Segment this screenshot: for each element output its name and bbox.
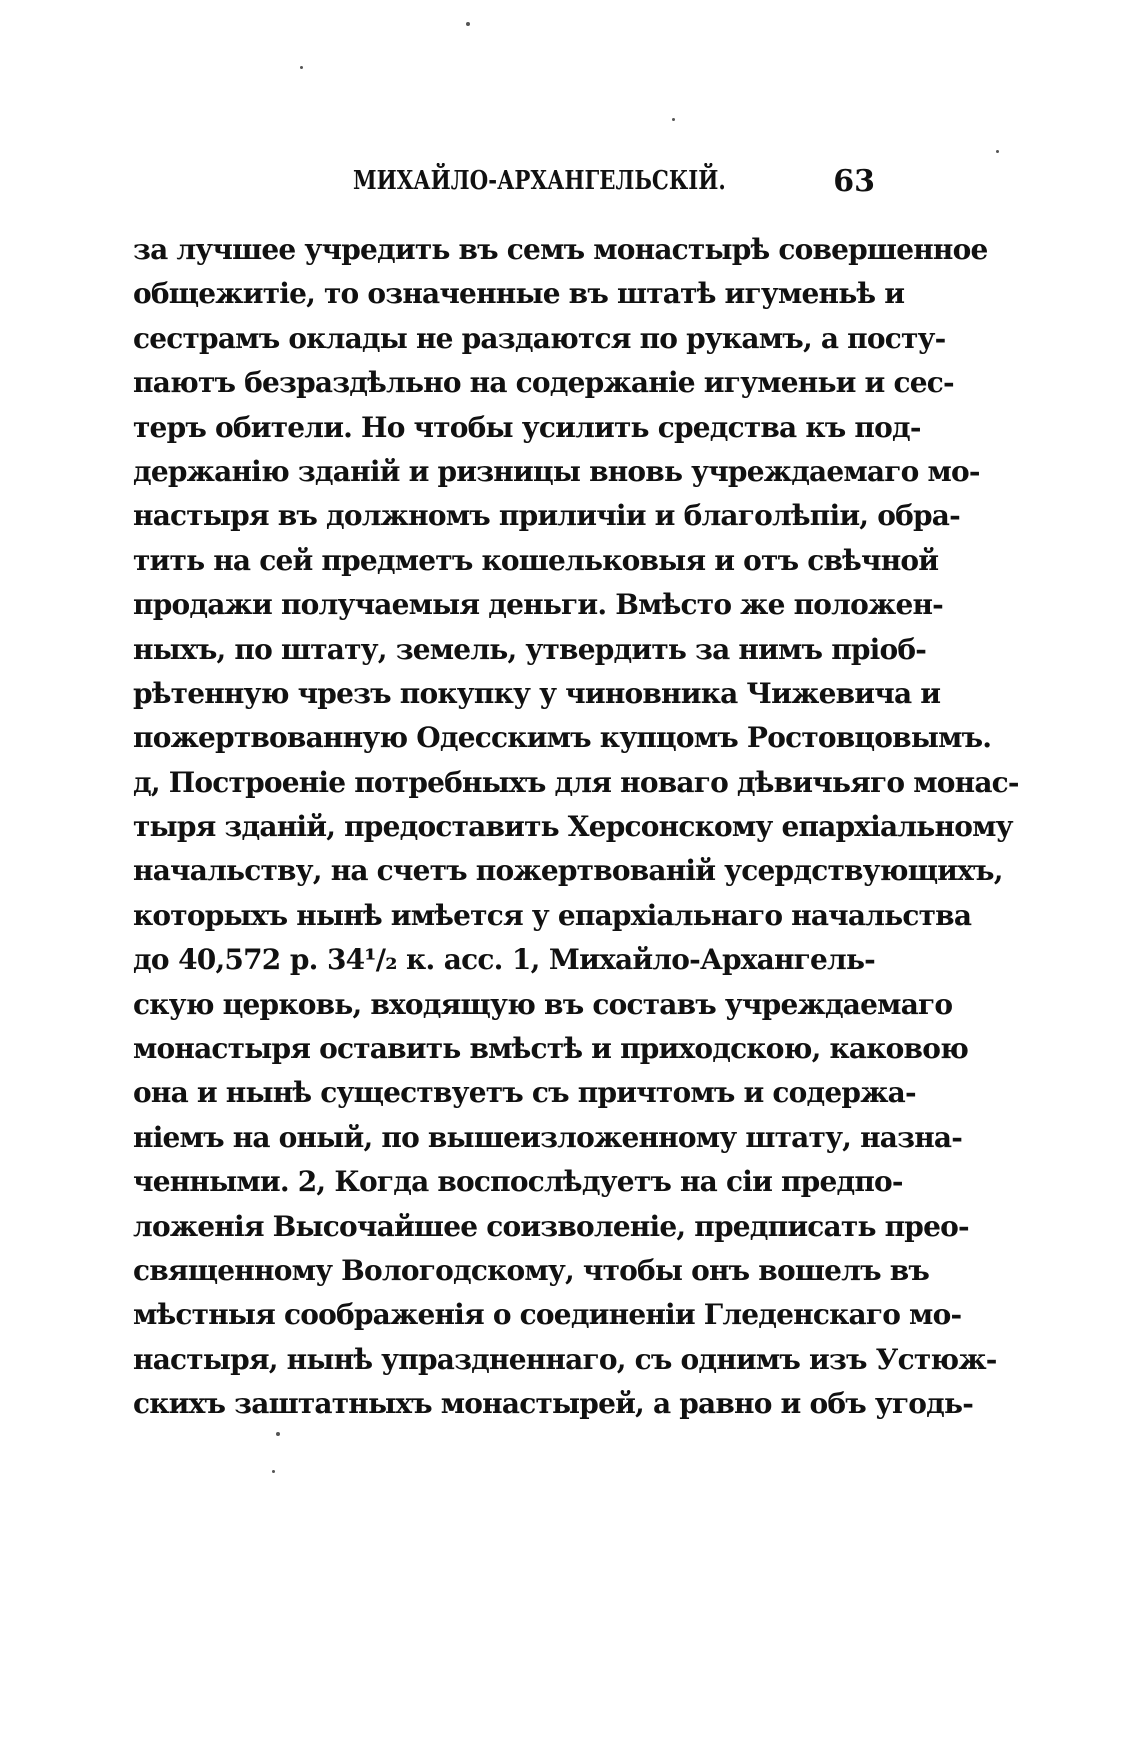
text-line: ложенія Высочайшее соизволеніе, предписать прео-	[133, 1209, 969, 1243]
text-line: скую церковь, входящую въ составъ учреждаемаго	[133, 987, 953, 1021]
print-speck	[466, 22, 470, 26]
text-line: д, Построеніе потребныхъ для новаго дѣвичьяго монас-	[133, 765, 1019, 799]
print-speck	[272, 1470, 275, 1473]
print-speck	[276, 1432, 280, 1436]
text-line: сестрамъ оклады не раздаются по рукамъ, а посту-	[133, 321, 946, 355]
text-line: настыря въ должномъ приличіи и благолѣпіи, обра-	[133, 499, 960, 533]
text-line: которыхъ нынѣ имѣется у епархіальнаго начальства	[133, 898, 972, 932]
text-line: тить на сей предметъ кошельковыя и отъ свѣчной	[133, 543, 939, 577]
body-text	[133, 228, 1019, 1427]
text-line: начальству, на счетъ пожертвованій усердствующихъ,	[133, 854, 1003, 888]
text-line: пожертвованную Одесскимъ купцомъ Ростовцовымъ.	[133, 721, 992, 755]
text-line: продажи получаемыя деньги. Вмѣсто же положен-	[133, 588, 943, 622]
text-line: настыря, нынѣ упраздненнаго, съ однимъ изъ Устюж-	[133, 1342, 997, 1376]
text-line: держанію зданій и ризницы вновь учреждаемаго мо-	[133, 454, 980, 488]
text-line: паютъ безраздѣльно на содержаніе игуменьи и сес-	[133, 366, 954, 400]
text-line: рѣтенную чрезъ покупку у чиновника Чижевича и	[133, 676, 941, 710]
text-line: ніемъ на оный, по вышеизложенному штату, назна-	[133, 1120, 963, 1154]
text-line: общежитіе, то означенные въ штатѣ игуменьѣ и	[133, 277, 905, 311]
text-line: она и нынѣ существуетъ съ причтомъ и содержа-	[133, 1076, 916, 1110]
print-speck	[672, 118, 675, 121]
text-line: монастыря оставить вмѣстѣ и приходскою, каковою	[133, 1032, 968, 1066]
text-line: ныхъ, по штату, земель, утвердить за нимъ пріоб-	[133, 632, 927, 666]
running-title: МИХАЙЛО-АРХАНГЕЛЬСКІЙ.	[353, 166, 726, 196]
text-line: скихъ заштатныхъ монастырей, а равно и объ угодь-	[133, 1387, 974, 1421]
page-header	[133, 166, 875, 210]
text-line: мѣстныя соображенія о соединеніи Гледенскаго мо-	[133, 1298, 962, 1332]
print-speck	[300, 66, 303, 69]
text-line: священному Вологодскому, чтобы онъ вошелъ въ	[133, 1253, 930, 1287]
text-line: до 40,572 р. 34¹/₂ к. асс. 1, Михайло-Архангель-	[133, 943, 875, 977]
text-line: ченными. 2, Когда воспослѣдуетъ на сіи предпо-	[133, 1165, 903, 1199]
text-line: за лучшее учредить въ семъ монастырѣ совершенное	[133, 233, 988, 266]
page-number: 63	[833, 164, 875, 199]
text-line: тыря зданій, предоставить Херсонскому епархіальному	[133, 810, 1013, 844]
text-line: теръ обители. Но чтобы усилить средства къ под-	[133, 410, 921, 444]
print-speck	[996, 150, 999, 153]
